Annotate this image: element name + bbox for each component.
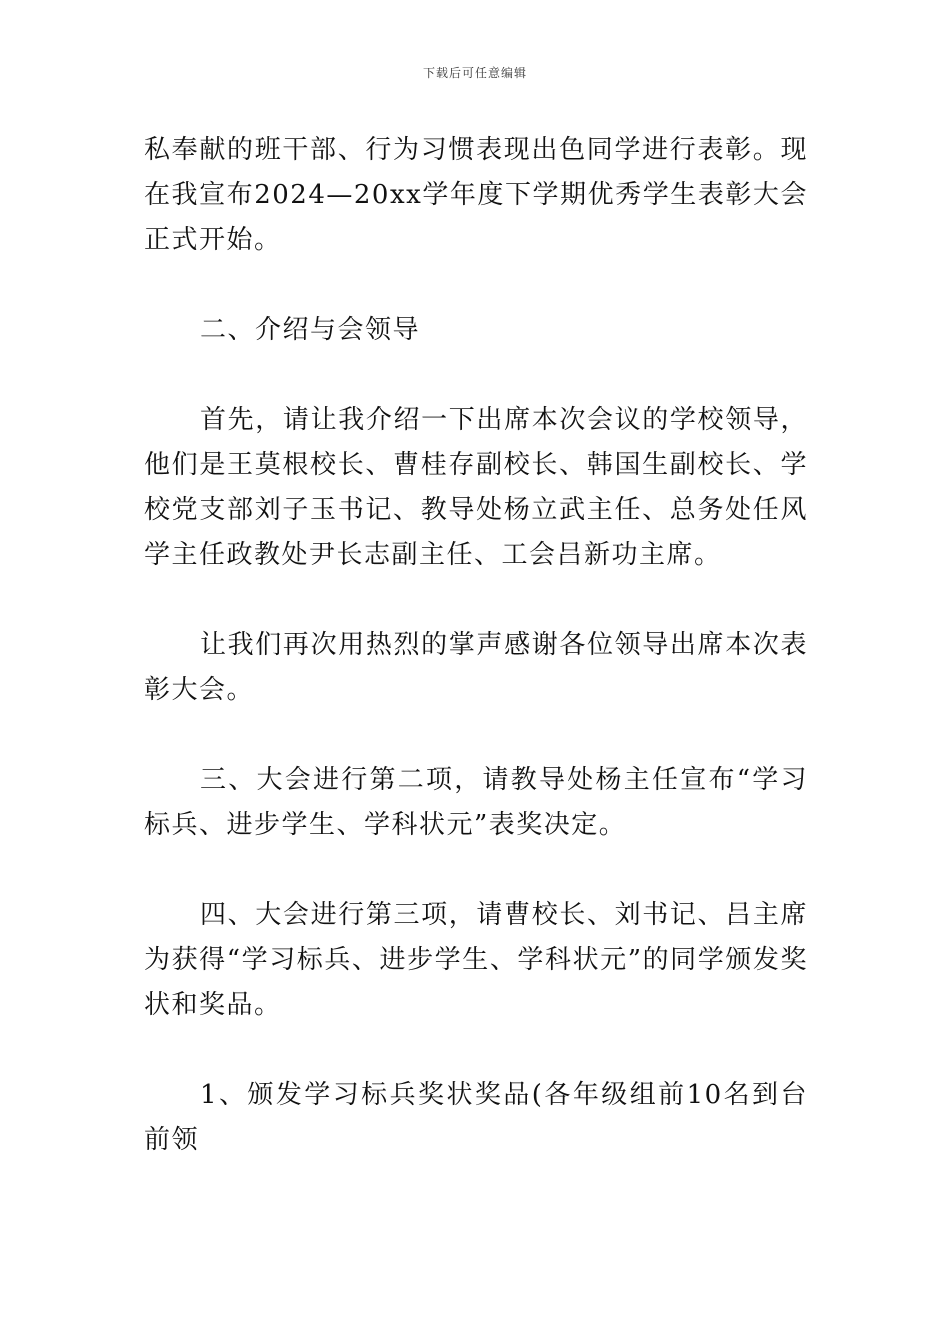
download-note: 下载后可任意编辑 — [422, 66, 527, 80]
paragraph-item-three: 三、大会进行第二项，请教导处杨主任宣布“学习标兵、进步学生、学科状元”表奖决定。 — [144, 765, 808, 840]
section-heading-introduce-leaders: 二、介绍与会领导 — [200, 315, 421, 345]
paragraph-leader-introduction: 首先，请让我介绍一下出席本次会议的学校领导，他们是王莫根校长、曹桂存副校长、韩国生副校长、学校党支部刘子玉书记、教导处杨立武主任、总务处任风学主任政教处尹长志副主任、工会吕新功主席。 — [144, 405, 808, 570]
paragraph-item-four: 四、大会进行第三项，请曹校长、刘书记、吕主席为获得“学习标兵、进步学生、学科状元”的同学颁发奖状和奖品。 — [144, 900, 808, 1020]
paragraph-opening-continued: 私奉献的班干部、行为习惯表现出色同学进行表彰。现在我宣布2024—20xx学年度下学期优秀学生表彰大会正式开始。 — [144, 135, 808, 255]
paragraph-award-step-one: 1、颁发学习标兵奖状奖品(各年级组前10名到台前领 — [144, 1080, 808, 1155]
document-body — [144, 128, 808, 1163]
paragraph-thank-leaders: 让我们再次用热烈的掌声感谢各位领导出席本次表彰大会。 — [144, 630, 808, 705]
